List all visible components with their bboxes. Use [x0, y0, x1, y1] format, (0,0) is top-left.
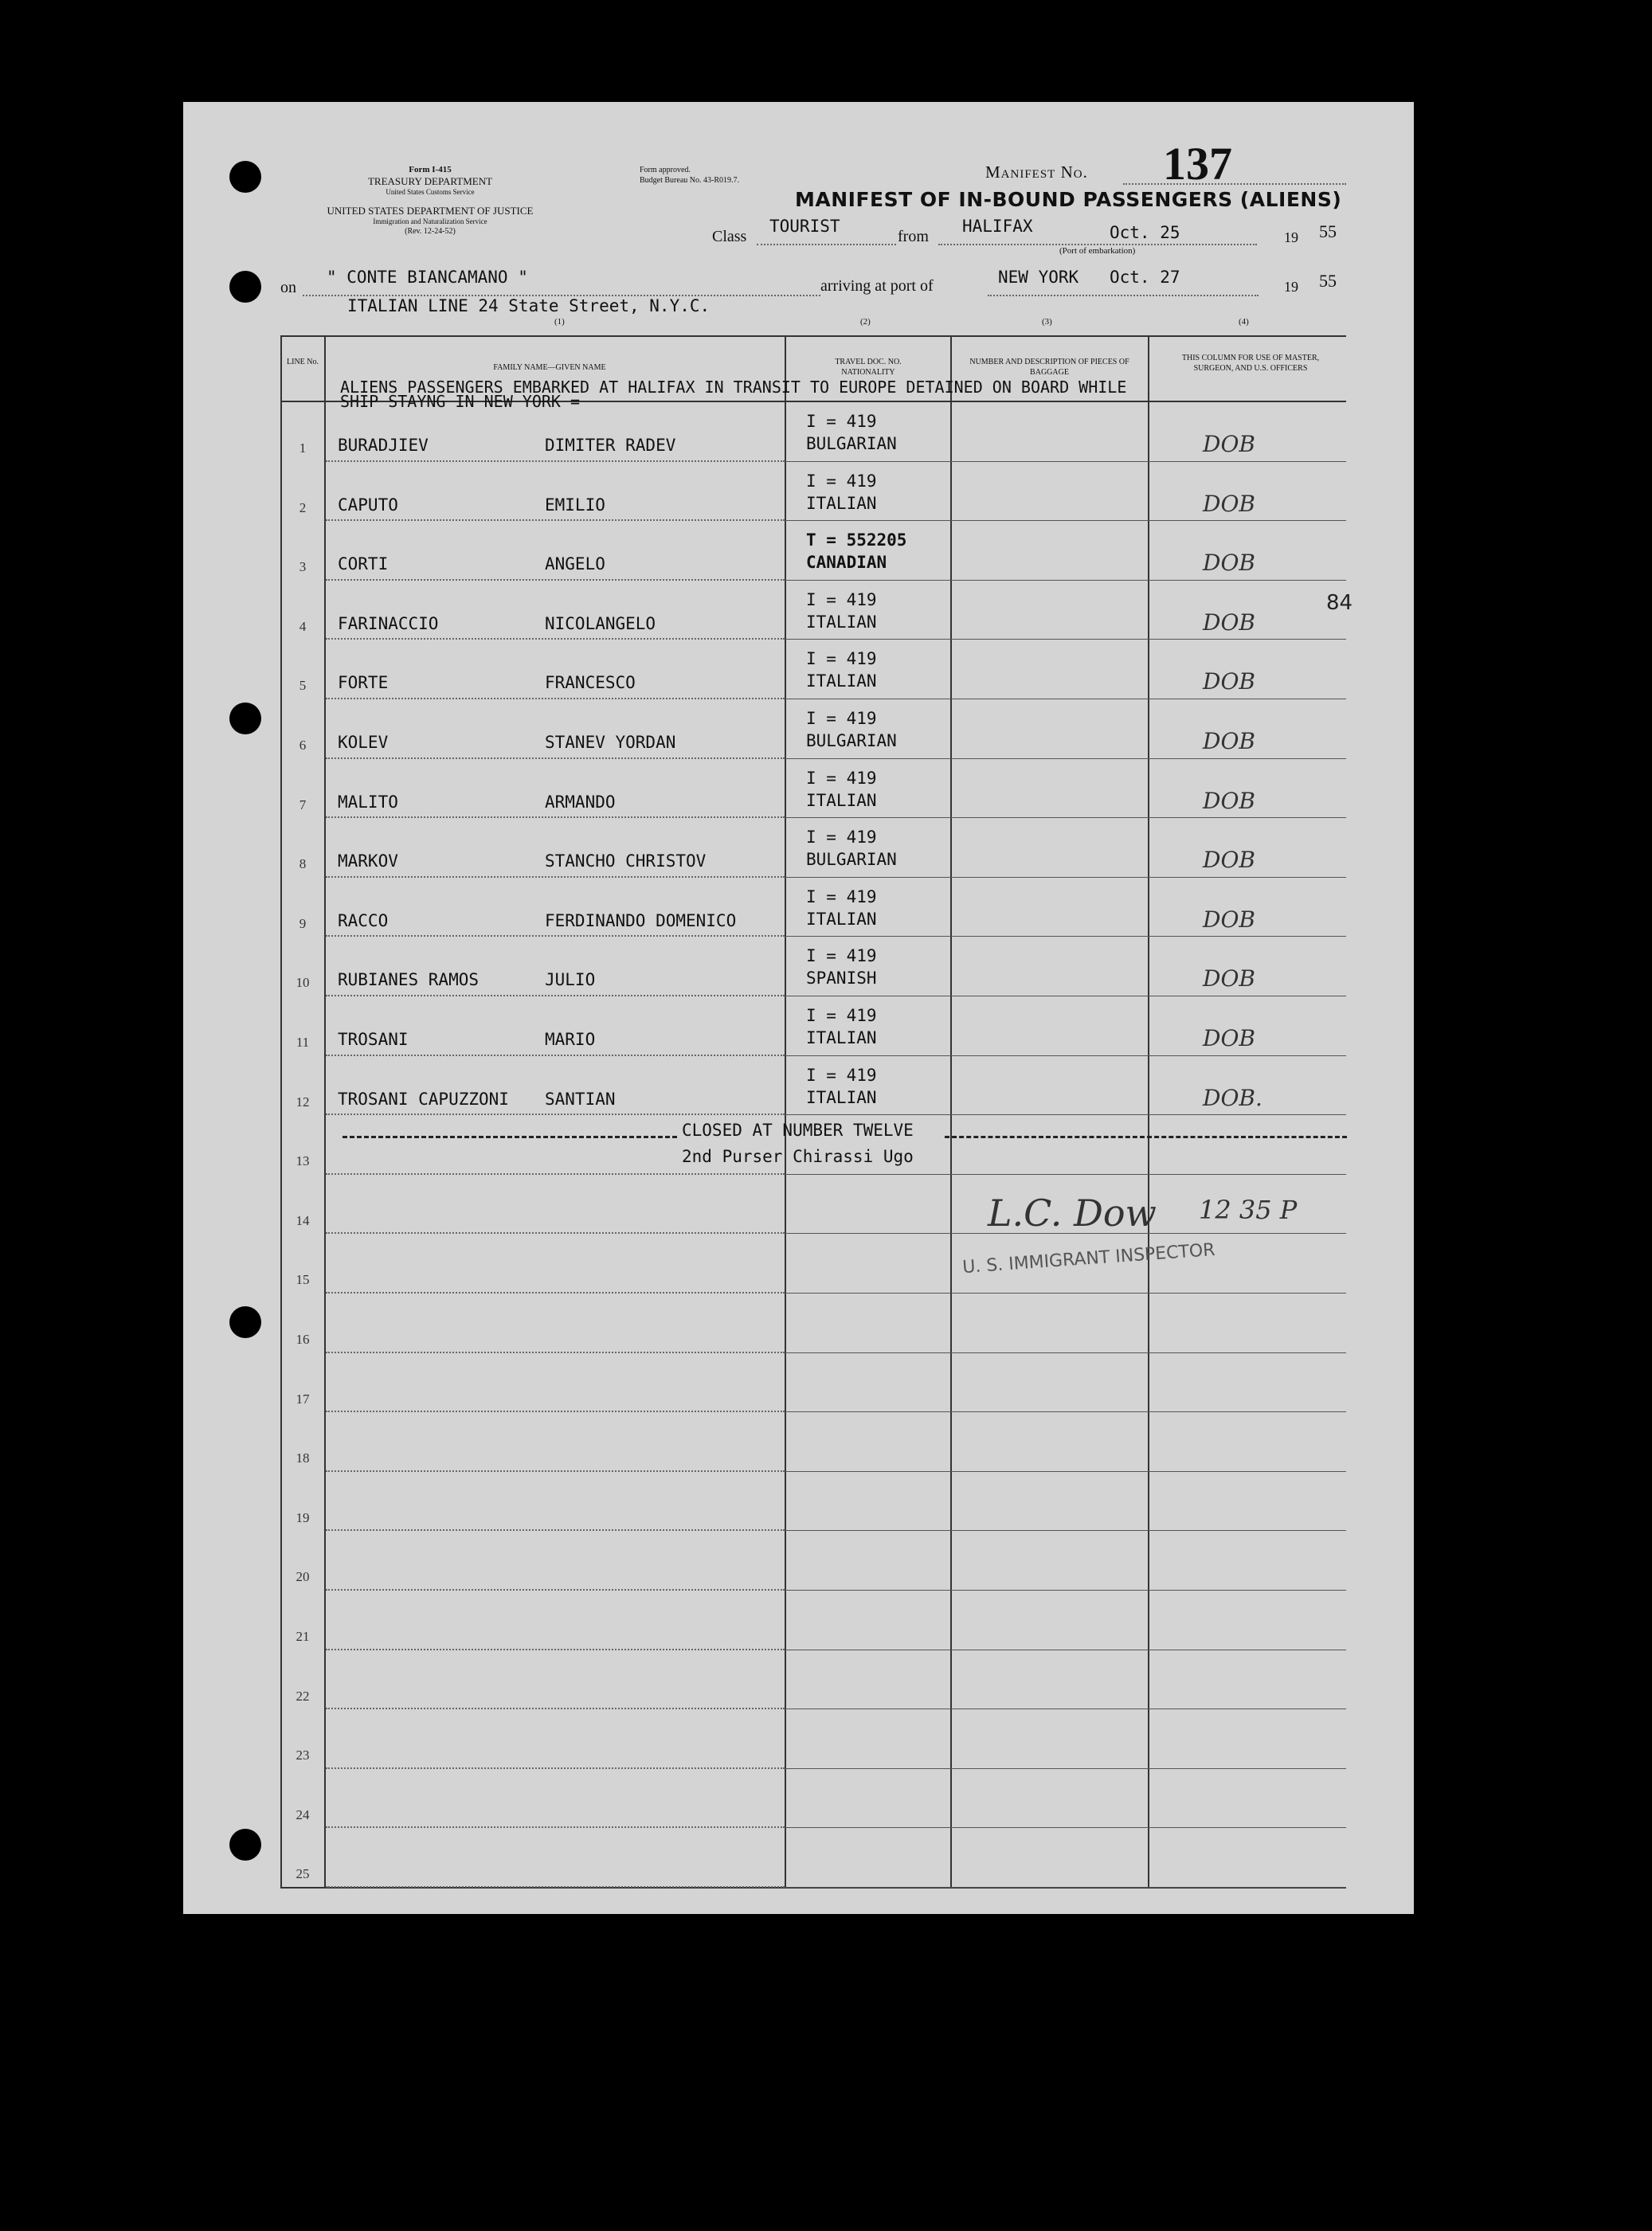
- travel-doc-number: I = 419: [806, 887, 877, 906]
- family-name: RUBIANES RAMOS: [338, 970, 480, 990]
- col-header-officers: THIS COLUMN FOR USE OF MASTER, SURGEON, AND U.S. OFFICERS: [1181, 354, 1320, 373]
- transit-note-line1: ALIENS PASSENGERS EMBARKED AT HALIFAX IN TRANSIT TO EUROPE DETAINED ON BOARD WHILE: [340, 378, 1127, 397]
- line-number: 20: [296, 1569, 310, 1585]
- row-divider: [326, 1470, 785, 1472]
- arrival-port: NEW YORK: [998, 268, 1079, 287]
- row-divider: [326, 1114, 785, 1115]
- line-number: 4: [299, 618, 307, 634]
- row-divider: [326, 579, 785, 581]
- travel-doc-number: I = 419: [806, 471, 877, 491]
- col-header-name: FAMILY NAME—GIVEN NAME: [493, 363, 606, 372]
- col-header-line: LINE No.: [287, 358, 319, 366]
- form-approved: Form approved.: [640, 166, 691, 174]
- arrival-line: [988, 295, 1259, 296]
- table-left-border: [280, 335, 282, 1889]
- nationality: BULGARIAN: [806, 850, 897, 870]
- officer-note: DOB: [1203, 787, 1255, 814]
- row-divider-solid: [785, 1708, 1346, 1709]
- given-name: MARIO: [545, 1030, 596, 1049]
- row-divider: [326, 757, 785, 759]
- budget-bureau: Budget Bureau No. 43-R019.7.: [640, 176, 739, 185]
- port-caption: (Port of embarkation): [1059, 246, 1136, 256]
- officer-note: DOB: [1203, 1025, 1255, 1051]
- row-divider-solid: [785, 1530, 1346, 1531]
- row-divider-solid: [785, 936, 1346, 937]
- col-header-baggage: NUMBER AND DESCRIPTION OF PIECES OF BAGGAGE: [969, 358, 1129, 377]
- travel-doc-number: T = 552205: [806, 530, 907, 550]
- row-divider: [326, 1411, 785, 1412]
- line-number: 17: [296, 1391, 310, 1407]
- row-divider-solid: [785, 758, 1346, 759]
- inspector-signature: L.C. Dow: [988, 1192, 1157, 1235]
- form-number: Form I-415: [409, 165, 452, 174]
- col-divider-name: [785, 335, 786, 1889]
- officer-note: DOB: [1203, 728, 1255, 754]
- line-number: 1: [299, 440, 307, 456]
- officer-note: DOB: [1203, 965, 1255, 992]
- given-name: DIMITER RADEV: [545, 436, 676, 455]
- inspector-time: 12 35 P: [1199, 1195, 1298, 1225]
- row-divider-solid: [785, 1174, 1346, 1175]
- nationality: CANADIAN: [806, 553, 887, 573]
- family-name: RACCO: [338, 910, 389, 930]
- travel-doc-number: I = 419: [806, 589, 877, 609]
- embark-port: HALIFAX: [962, 217, 1033, 236]
- line-number: 14: [296, 1212, 310, 1228]
- row-divider: [326, 1173, 785, 1175]
- col-num-2: (2): [860, 317, 871, 327]
- row-divider: [326, 1529, 785, 1531]
- given-name: EMILIO: [545, 495, 605, 515]
- given-name: NICOLANGELO: [545, 613, 656, 633]
- col-header-travel: TRAVEL DOC. NO. NATIONALITY: [835, 358, 902, 377]
- family-name: MARKOV: [338, 851, 398, 871]
- row-divider-solid: [785, 1352, 1346, 1353]
- line-number: 13: [296, 1153, 310, 1169]
- travel-doc-number: I = 419: [806, 1006, 877, 1025]
- travel-doc-number: I = 419: [806, 412, 877, 431]
- manifest-title: MANIFEST OF IN-BOUND PASSENGERS (ALIENS): [795, 188, 1342, 211]
- from-label: from: [898, 228, 929, 245]
- arriving-label: arriving at port of: [820, 277, 934, 295]
- family-name: BURADJIEV: [338, 436, 429, 455]
- family-name: CAPUTO: [338, 495, 398, 515]
- line-number: 10: [296, 975, 310, 991]
- closing-dash-left: [343, 1136, 677, 1138]
- nationality: ITALIAN: [806, 790, 877, 810]
- line-number: 19: [296, 1509, 310, 1525]
- form-revision: (Rev. 12-24-52): [405, 227, 456, 236]
- punch-hole: [229, 271, 261, 303]
- depart-year-prefix: 19: [1284, 229, 1298, 245]
- line-number: 3: [299, 559, 307, 575]
- given-name: FERDINANDO DOMENICO: [545, 910, 737, 930]
- row-divider-solid: [785, 639, 1346, 640]
- customs-service: United States Customs Service: [386, 188, 475, 196]
- table-top-border: [280, 335, 1346, 337]
- line-number: 6: [299, 738, 307, 753]
- row-divider: [326, 460, 785, 462]
- row-divider: [326, 876, 785, 878]
- line-number: 15: [296, 1272, 310, 1288]
- officer-note: DOB: [1203, 490, 1255, 517]
- line-number: 11: [296, 1035, 310, 1050]
- class-label: Class: [712, 228, 747, 245]
- line-number: 8: [299, 856, 307, 872]
- col-divider-baggage: [1148, 335, 1149, 1889]
- line-number: 24: [296, 1806, 310, 1822]
- nationality: ITALIAN: [806, 909, 877, 929]
- closing-dash-right: [945, 1136, 1347, 1138]
- punch-hole: [229, 703, 261, 734]
- line-number: 23: [296, 1748, 310, 1763]
- transit-note-line2: SHIP STAYNG IN NEW YORK =: [340, 392, 581, 411]
- given-name: ARMANDO: [545, 792, 616, 812]
- manifest-sheet: [183, 102, 1414, 1914]
- row-divider: [326, 638, 785, 640]
- row-divider: [326, 1055, 785, 1056]
- row-divider-solid: [785, 877, 1346, 878]
- row-divider: [326, 1589, 785, 1591]
- row-divider: [326, 519, 785, 521]
- officer-note: DOB: [1203, 847, 1255, 874]
- officer-note: DOB: [1203, 609, 1255, 636]
- travel-doc-number: I = 419: [806, 709, 877, 728]
- col-num-3: (3): [1042, 317, 1052, 327]
- on-label: on: [280, 279, 296, 296]
- line-agent: ITALIAN LINE 24 State Street, N.Y.C.: [347, 296, 711, 315]
- row-divider-solid: [785, 1293, 1346, 1294]
- depart-year: 55: [1319, 221, 1337, 241]
- travel-doc-number: I = 419: [806, 1065, 877, 1085]
- row-divider: [326, 1352, 785, 1353]
- class-value: TOURIST: [769, 217, 840, 236]
- given-name: ANGELO: [545, 554, 605, 574]
- family-name: TROSANI CAPUZZONI: [338, 1089, 509, 1109]
- nationality: BULGARIAN: [806, 434, 897, 453]
- line-number: 25: [296, 1866, 310, 1882]
- row-divider-solid: [785, 1114, 1346, 1115]
- travel-doc-number: I = 419: [806, 946, 877, 966]
- purser-name: 2nd Purser Chirassi Ugo: [682, 1147, 914, 1166]
- travel-doc-number: I = 419: [806, 828, 877, 847]
- ins-service: Immigration and Naturalization Service: [373, 217, 487, 225]
- ship-name: " CONTE BIANCAMANO ": [327, 268, 528, 287]
- family-name: FORTE: [338, 673, 389, 693]
- nationality: BULGARIAN: [806, 731, 897, 750]
- row-divider-solid: [785, 817, 1346, 818]
- travel-doc-number: I = 419: [806, 649, 877, 669]
- given-name: JULIO: [545, 970, 596, 990]
- row-divider-solid: [785, 1887, 1346, 1888]
- from-line: [938, 244, 1257, 245]
- row-divider-solid: [785, 1055, 1346, 1056]
- nationality: ITALIAN: [806, 493, 877, 513]
- punch-hole: [229, 1829, 261, 1861]
- row-divider-solid: [785, 520, 1346, 521]
- row-divider-solid: [785, 580, 1346, 581]
- travel-doc-number: I = 419: [806, 768, 877, 788]
- row-divider-solid: [785, 1471, 1346, 1472]
- given-name: SANTIAN: [545, 1089, 616, 1109]
- line-number: 22: [296, 1688, 310, 1704]
- row-divider: [326, 1232, 785, 1234]
- given-name: STANEV YORDAN: [545, 733, 676, 752]
- officer-note: DOB: [1203, 668, 1255, 695]
- given-name: FRANCESCO: [545, 673, 636, 693]
- line-number: 21: [296, 1629, 310, 1644]
- line-number: 18: [296, 1450, 310, 1466]
- row-divider-solid: [785, 461, 1346, 462]
- row-divider: [326, 1292, 785, 1294]
- row-divider: [326, 1649, 785, 1650]
- side-note: 84: [1326, 591, 1353, 615]
- depart-date: Oct. 25: [1110, 223, 1180, 242]
- family-name: KOLEV: [338, 733, 389, 752]
- row-divider-solid: [785, 1590, 1346, 1591]
- manifest-no-line: [1123, 183, 1346, 185]
- closed-at-text: CLOSED AT NUMBER TWELVE: [682, 1121, 914, 1140]
- row-divider: [326, 1826, 785, 1828]
- col-num-1: (1): [554, 317, 565, 327]
- row-divider: [326, 1708, 785, 1709]
- row-divider-solid: [785, 1827, 1346, 1828]
- row-divider: [326, 1886, 785, 1888]
- officer-note: DOB: [1203, 906, 1255, 933]
- manifest-no-label: Manifest No.: [985, 162, 1088, 182]
- row-divider-solid: [785, 1411, 1346, 1412]
- line-number: 12: [296, 1094, 310, 1110]
- nationality: ITALIAN: [806, 1087, 877, 1107]
- row-divider: [326, 698, 785, 699]
- officer-note: DOB.: [1203, 1084, 1262, 1111]
- family-name: TROSANI: [338, 1030, 409, 1049]
- class-line: [757, 244, 896, 245]
- inspector-stamp: U. S. IMMIGRANT INSPECTOR: [961, 1239, 1216, 1278]
- col-num-4: (4): [1239, 317, 1249, 327]
- line-number: 5: [299, 678, 307, 694]
- line-number: 2: [299, 499, 307, 515]
- arrival-date: Oct. 27: [1110, 268, 1180, 287]
- row-divider: [326, 1767, 785, 1769]
- treasury-dept: TREASURY DEPARTMENT: [367, 175, 493, 187]
- arrival-year: 55: [1319, 271, 1337, 291]
- family-name: CORTI: [338, 554, 389, 574]
- col-divider-travel: [950, 335, 952, 1889]
- family-name: FARINACCIO: [338, 613, 439, 633]
- nationality: ITALIAN: [806, 612, 877, 632]
- officer-note: DOB: [1203, 431, 1255, 457]
- punch-hole: [229, 1306, 261, 1338]
- row-divider: [326, 816, 785, 818]
- row-divider: [326, 995, 785, 996]
- row-divider-solid: [785, 1768, 1346, 1769]
- nationality: ITALIAN: [806, 1028, 877, 1047]
- nationality: ITALIAN: [806, 671, 877, 691]
- punch-hole: [229, 161, 261, 193]
- arrival-year-prefix: 19: [1284, 279, 1298, 295]
- row-divider: [326, 935, 785, 937]
- line-number: 9: [299, 915, 307, 931]
- family-name: MALITO: [338, 792, 398, 812]
- officer-note: DOB: [1203, 550, 1255, 577]
- justice-dept: UNITED STATES DEPARTMENT OF JUSTICE: [327, 205, 534, 217]
- col-divider-line: [324, 335, 326, 1889]
- manifest-number: 137: [1163, 138, 1232, 190]
- given-name: STANCHO CHRISTOV: [545, 851, 707, 871]
- line-number: 16: [296, 1332, 310, 1347]
- line-number: 7: [299, 797, 307, 812]
- nationality: SPANISH: [806, 969, 877, 988]
